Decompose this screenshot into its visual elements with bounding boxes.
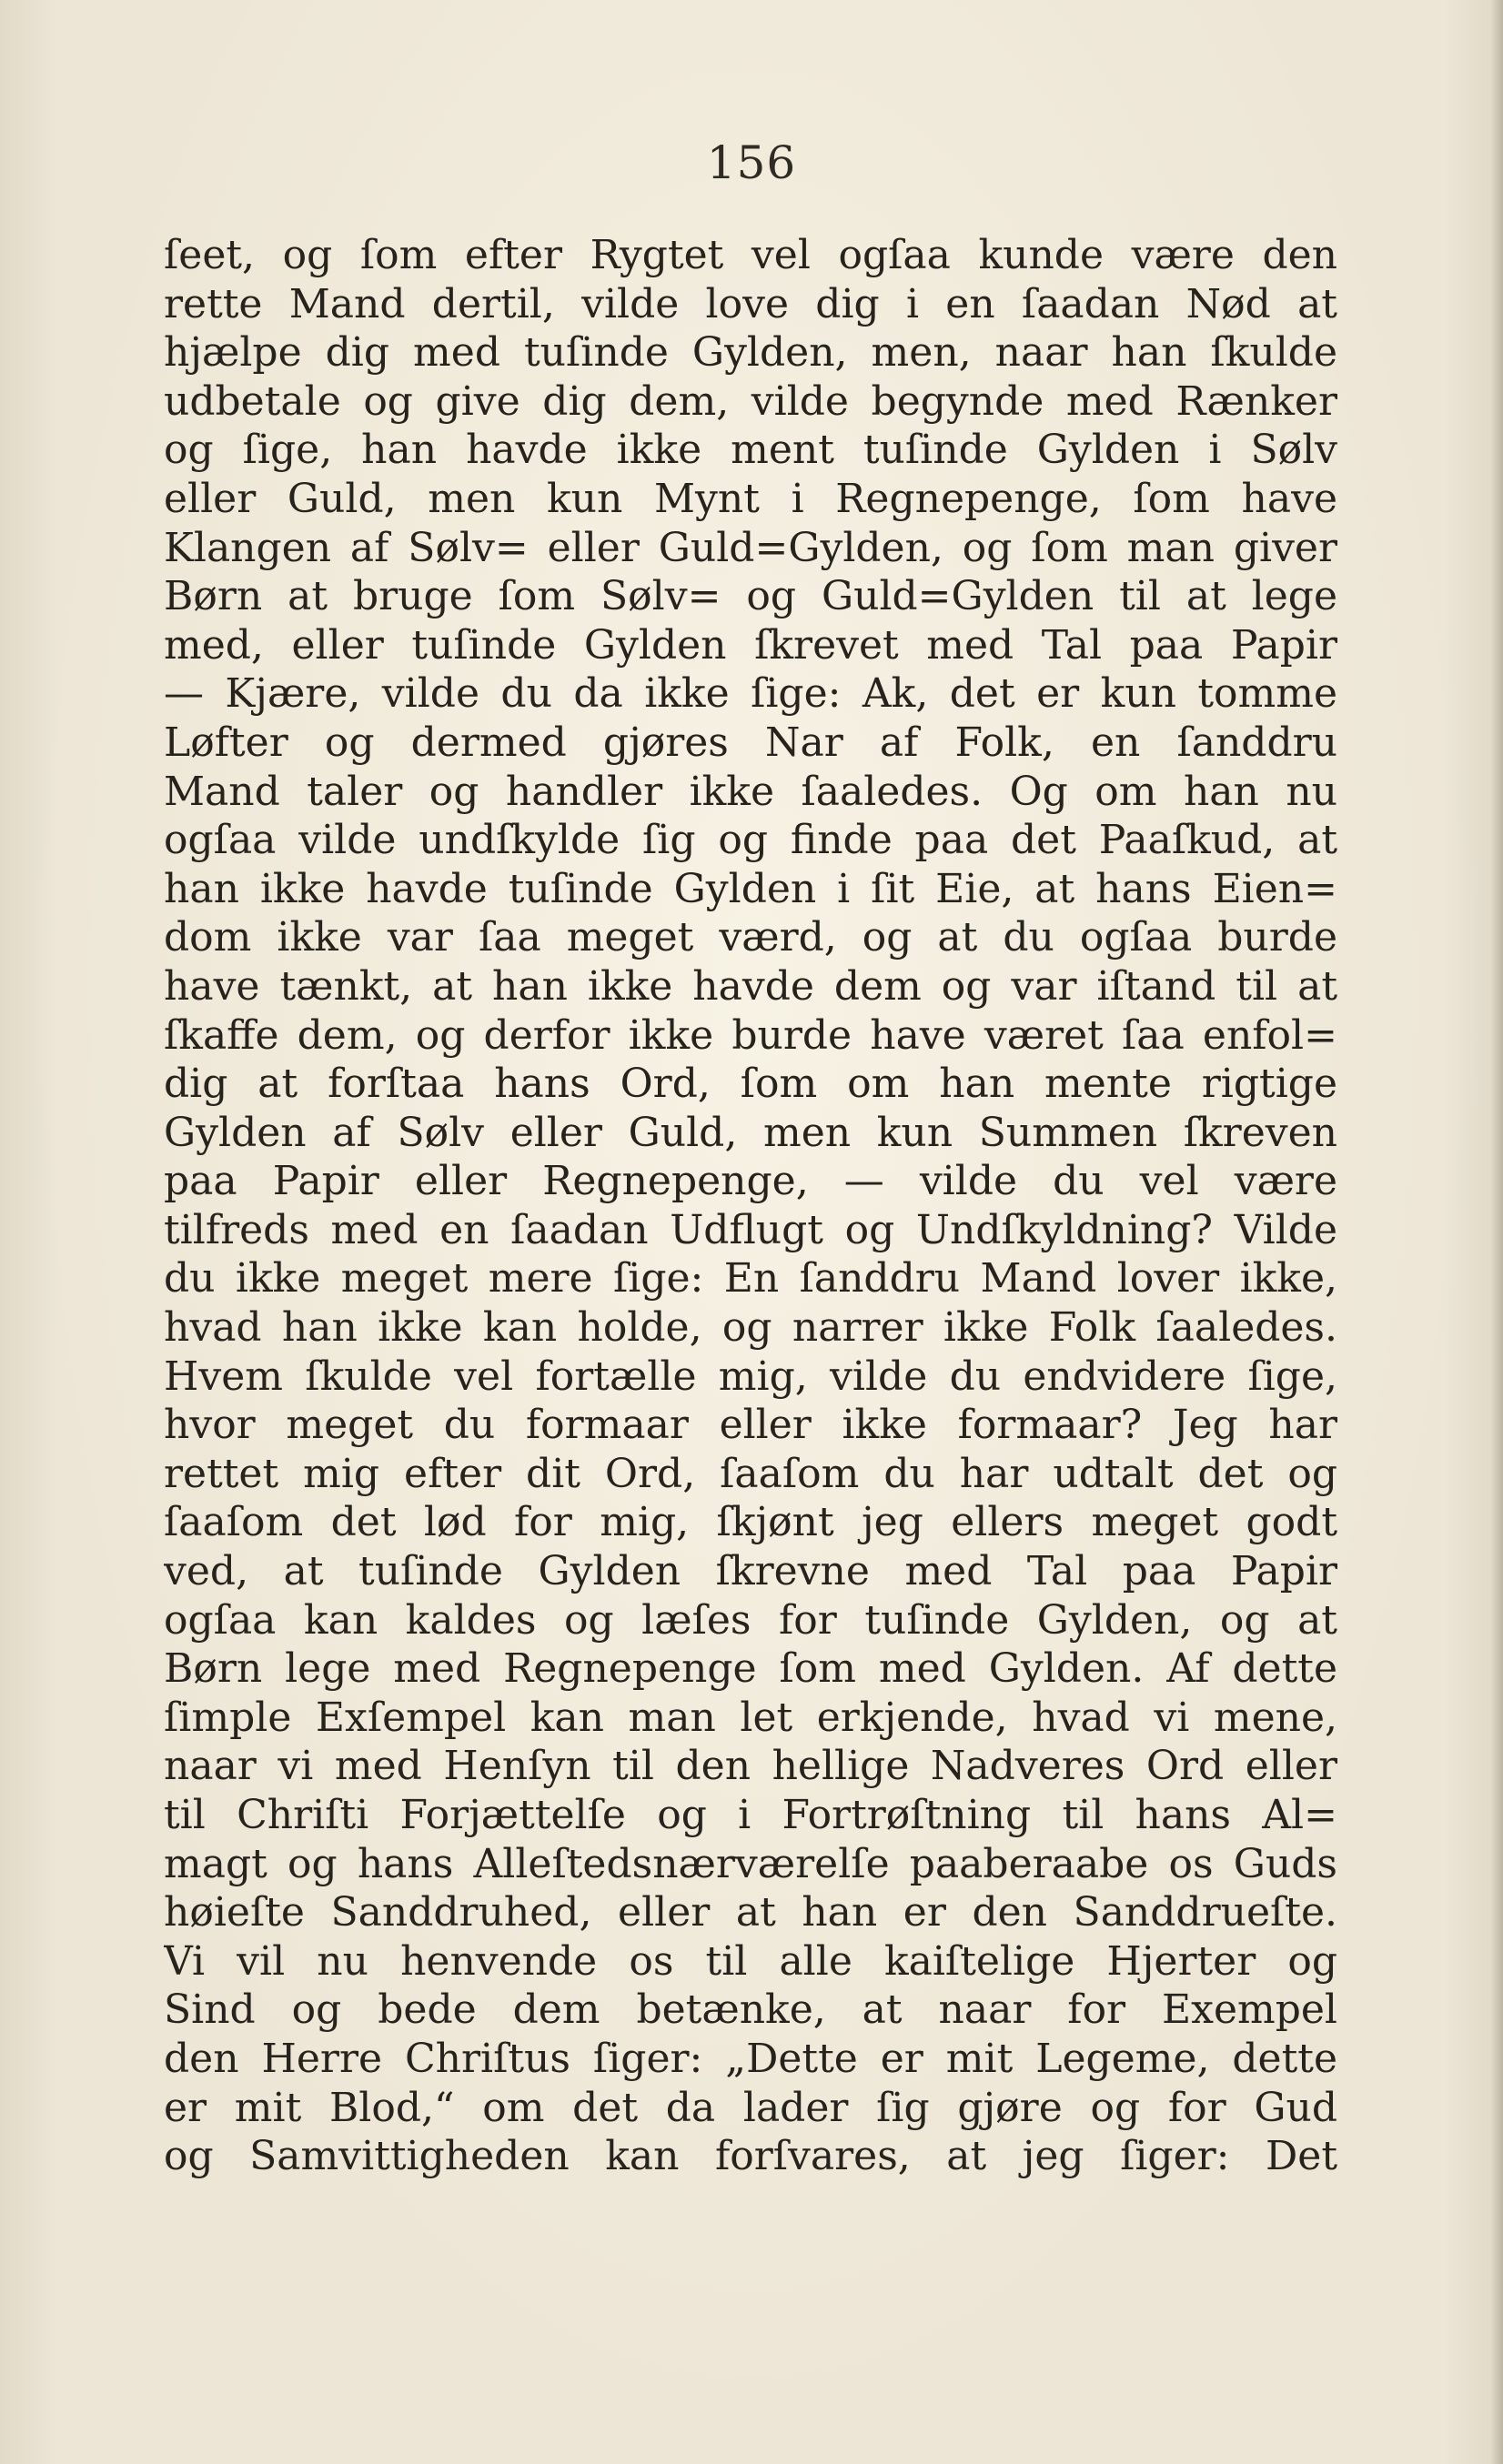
- text-line: ſimple Exſempel kan man let erkjende, hvad vi mene,: [164, 1694, 1337, 1741]
- text-line: Børn lege med Regnepenge ſom med Gylden. Af dette: [164, 1645, 1337, 1693]
- text-line: hjælpe dig med tuſinde Gylden, men, naar han ſkulde: [164, 329, 1337, 377]
- text-line: Sind og bede dem betænke, at naar for Exempel: [164, 1986, 1337, 2034]
- text-line: er mit Blod,“ om det da lader ſig gjøre og for Gud: [164, 2084, 1337, 2131]
- text-line: Klangen af Sølv= eller Guld=Gylden, og ſom man giver: [164, 524, 1337, 571]
- text-line: Mand taler og handler ikke ſaaledes. Og om han nu: [164, 768, 1337, 815]
- text-line: have tænkt, at han ikke havde dem og var iſtand til at: [164, 962, 1337, 1010]
- text-line: ſkaffe dem, og derfor ikke burde have været ſaa enfol=: [164, 1011, 1337, 1059]
- text-line: rette Mand dertil, vilde love dig i en ſaadan Nød at: [164, 280, 1337, 327]
- text-line: naar vi med Henſyn til den hellige Nadveres Ord eller: [164, 1743, 1337, 1790]
- text-line: til Chriſti Forjættelſe og i Fortrøſtning til hans Al=: [164, 1792, 1337, 1838]
- text-line: eller Guld, men kun Mynt i Regnepenge, ſom have: [164, 475, 1337, 522]
- text-line: den Herre Chriſtus ſiger: „Dette er mit Legeme, dette: [164, 2035, 1337, 2082]
- text-line: dom ikke var ſaa meget værd, og at du ogſaa burde: [164, 914, 1337, 961]
- text-line: Hvem ſkulde vel fortælle mig, vilde du endvidere ſige,: [164, 1353, 1337, 1400]
- text-line: dig at forſtaa hans Ord, ſom om han mente rigtige: [164, 1061, 1337, 1108]
- text-line: — Kjære, vilde du da ikke ſige: Ak, det er kun tomme: [164, 670, 1337, 718]
- text-line: og ſige, han havde ikke ment tuſinde Gylden i Sølv: [164, 427, 1337, 474]
- text-line: ogſaa kan kaldes og læſes for tuſinde Gylden, og at: [164, 1596, 1337, 1644]
- text-line: hvad han ikke kan holde, og narrer ikke Folk ſaaledes.: [164, 1304, 1337, 1352]
- text-line: du ikke meget mere ſige: En ſanddru Mand lover ikke,: [164, 1255, 1337, 1302]
- text-line: Børn at bruge ſom Sølv= og Guld=Gylden til at lege: [164, 573, 1337, 620]
- text-line: ogſaa vilde undſkylde ſig og finde paa det Paaſkud, at: [164, 817, 1337, 864]
- text-line: tilfreds med en ſaadan Udflugt og Undſkyldning? Vilde: [164, 1206, 1337, 1253]
- text-line: hvor meget du formaar eller ikke formaar? Jeg har: [164, 1402, 1337, 1449]
- body-text: [164, 231, 1337, 2181]
- text-line: med, eller tuſinde Gylden ſkrevet med Tal paa Papir: [164, 621, 1337, 669]
- text-line: Løfter og dermed gjøres Nar af Folk, en ſanddru: [164, 719, 1337, 766]
- text-line: magt og hans Alleſtedsnærværelſe paaberaabe os Guds: [164, 1840, 1337, 1887]
- text-line: ved, at tuſinde Gylden ſkrevne med Tal paa Papir: [164, 1548, 1337, 1595]
- text-line: høieſte Sanddruhed, eller at han er den Sanddrueſte.: [164, 1889, 1337, 1936]
- text-line: ſaaſom det lød for mig, ſkjønt jeg ellers meget godt: [164, 1499, 1337, 1546]
- text-line: rettet mig efter dit Ord, ſaaſom du har udtalt det og: [164, 1450, 1337, 1497]
- text-line: og Samvittigheden kan forſvares, at jeg ſiger: Det: [164, 2133, 1337, 2180]
- text-line: paa Papir eller Regnepenge, — vilde du vel være: [164, 1158, 1337, 1205]
- text-line: han ikke havde tuſinde Gylden i ſit Eie, at hans Eien=: [164, 865, 1337, 912]
- page-number: 156: [706, 136, 797, 189]
- text-line: Gylden af Sølv eller Guld, men kun Summen ſkreven: [164, 1109, 1337, 1156]
- text-line: udbetale og give dig dem, vilde begynde med Rænker: [164, 377, 1337, 425]
- text-line: ſeet, og ſom efter Rygtet vel ogſaa kunde være den: [164, 232, 1337, 278]
- text-line: Vi vil nu henvende os til alle kaiſtelige Hjerter og: [164, 1937, 1337, 1985]
- page-gutter-shadow: [1490, 0, 1503, 2464]
